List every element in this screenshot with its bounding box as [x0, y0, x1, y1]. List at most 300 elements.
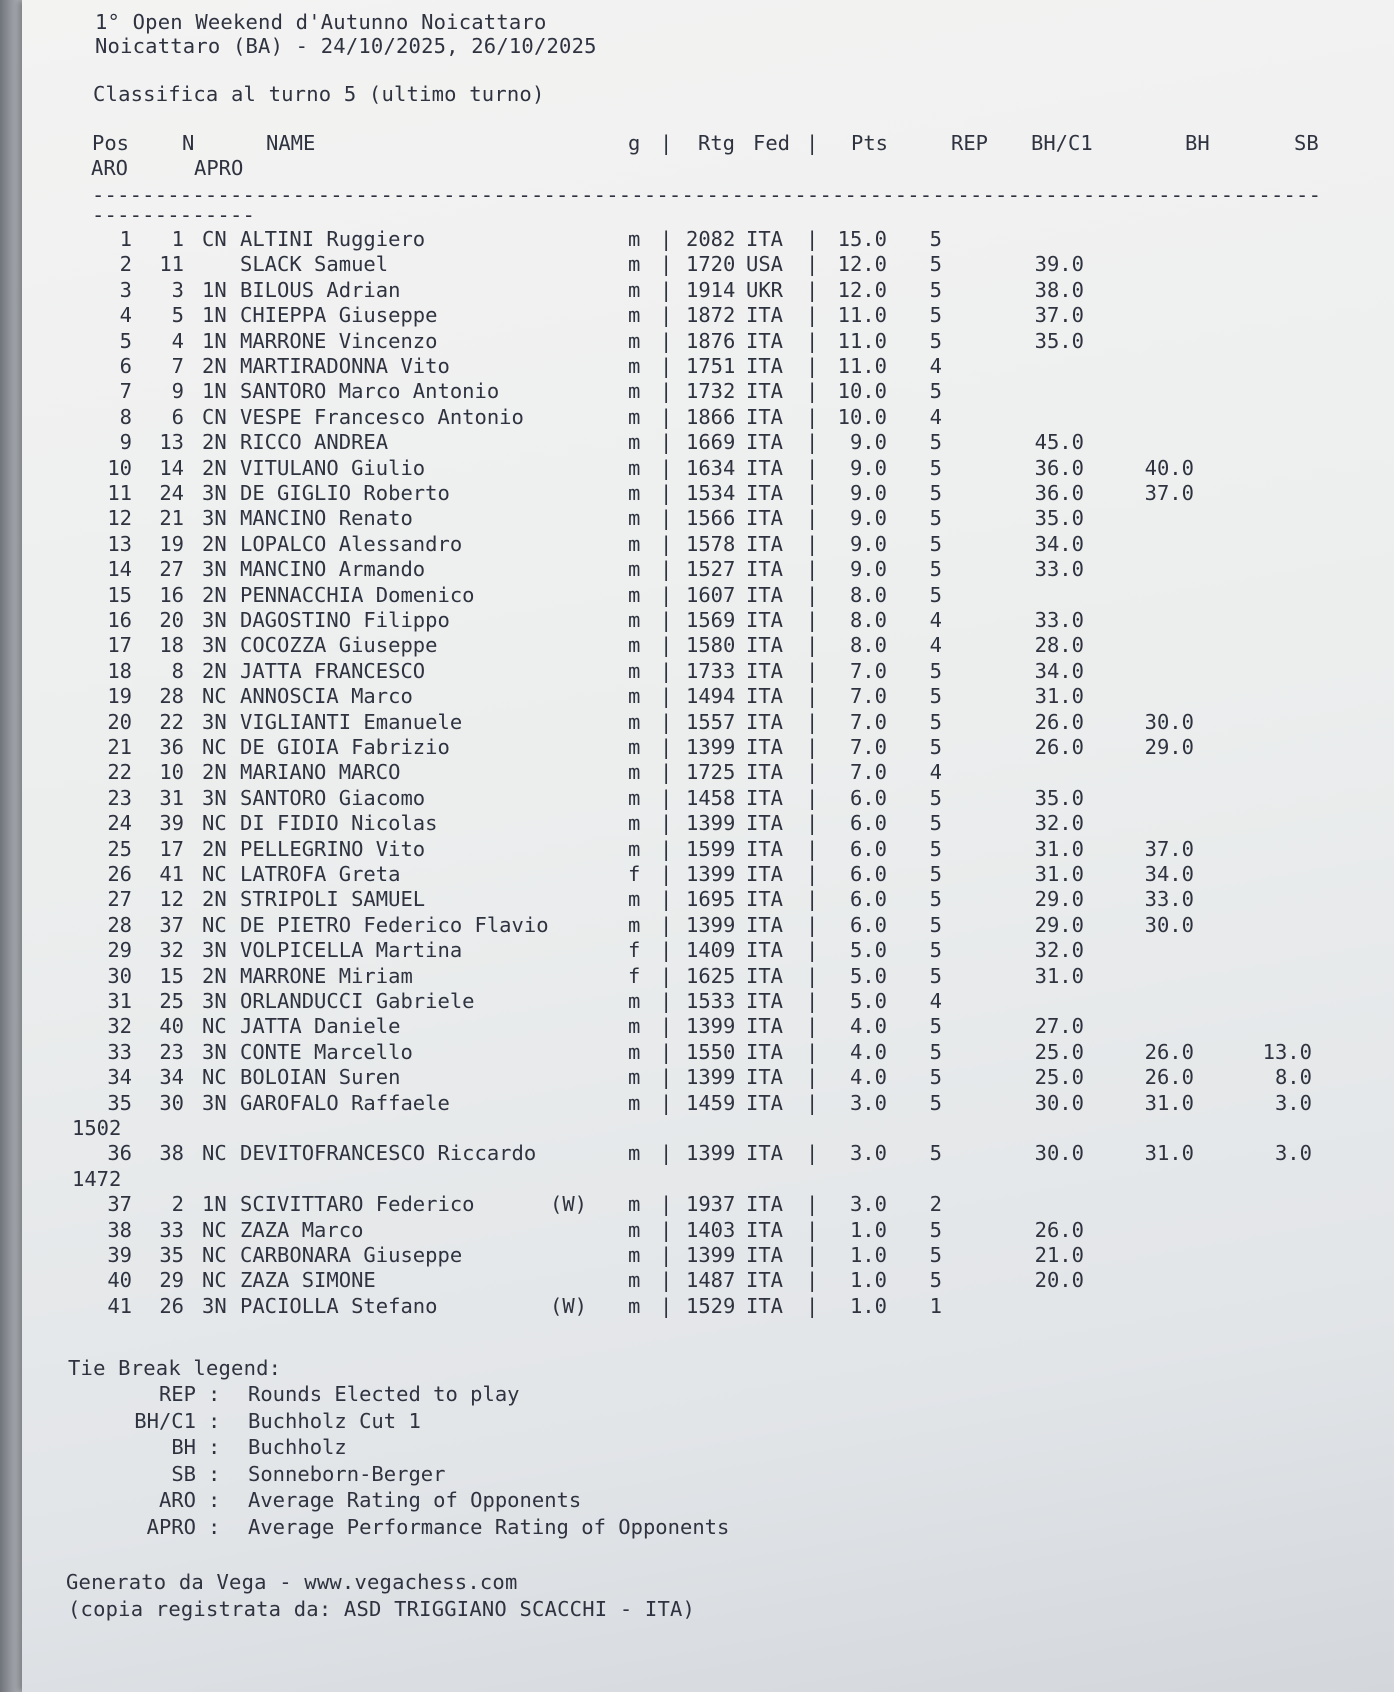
cell-name: CHIEPPA Giuseppe [240, 303, 438, 328]
cell-pos: 5 [119, 328, 132, 353]
table-row [22, 430, 1394, 455]
cell-n: 10 [159, 760, 184, 785]
cell-bar2: | [806, 684, 819, 709]
cell-n: 5 [171, 303, 184, 328]
cell-bar2: | [806, 887, 819, 912]
cell-bar: | [660, 989, 673, 1013]
cell-bar2: | [806, 582, 819, 607]
table-row [22, 456, 1394, 481]
cell-bar: | [660, 1141, 673, 1166]
cell-title: CN [202, 227, 227, 251]
cell-rep: 5 [929, 481, 942, 505]
cell-name: PENNACCHIA Domenico [240, 582, 475, 607]
cell-fed: ITA [746, 1268, 784, 1293]
cell-bar2: | [806, 760, 819, 785]
cell-bar: | [660, 1217, 673, 1242]
cell-g: m [628, 836, 641, 861]
legend-colon: : [208, 1488, 221, 1512]
cell-n: 30 [159, 1090, 184, 1115]
cell-rtg: 1459 [686, 1090, 736, 1115]
cell-fed: ITA [746, 557, 784, 582]
cell-pts: 1.0 [849, 1268, 887, 1293]
table-row [22, 252, 1394, 277]
legend-desc: Buchholz Cut 1 [248, 1408, 421, 1433]
cell-rtg: 1580 [686, 633, 736, 658]
table-row [22, 938, 1394, 963]
cell-name: ANNOSCIA Marco [240, 684, 413, 709]
cell-bhc1: 27.0 [1034, 1014, 1084, 1039]
cell-rep: 5 [929, 862, 942, 886]
cell-title: 2N [202, 354, 227, 378]
cell-bar: | [660, 582, 673, 607]
wrapped-aro-value [22, 1167, 1394, 1192]
cell-fed: ITA [746, 1014, 784, 1039]
cell-bhc1: 29.0 [1034, 912, 1084, 937]
cell-title: 2N [202, 531, 227, 556]
cell-bar2: | [806, 1243, 819, 1267]
cell-fed: ITA [746, 354, 784, 378]
cell-rep: 5 [929, 1243, 942, 1267]
col-pos: Pos [92, 131, 130, 155]
cell-fed: ITA [746, 912, 784, 937]
cell-n: 22 [159, 709, 184, 734]
cell-rep: 5 [929, 1268, 942, 1293]
cell-fed: ITA [746, 1090, 784, 1115]
cell-bhc1: 32.0 [1034, 938, 1084, 963]
cell-bar2: | [806, 836, 819, 861]
cell-g: m [628, 582, 641, 607]
cell-title: 3N [202, 481, 227, 505]
tournament-place-dates: Noicattaro (BA) - 24/10/2025, 26/10/2025 [95, 34, 597, 58]
cell-g: m [628, 785, 641, 810]
cell-rtg: 1872 [686, 303, 736, 328]
cell-name: BOLOIAN Suren [240, 1065, 401, 1090]
cell-rtg: 1527 [686, 557, 736, 582]
cell-pos: 27 [107, 887, 132, 912]
table-row [22, 532, 1394, 557]
cell-bhc1: 21.0 [1034, 1243, 1084, 1267]
cell-name: MARRONE Miriam [240, 963, 413, 988]
cell-pos: 17 [107, 633, 132, 658]
cell-rep: 5 [929, 1039, 942, 1064]
cell-pos: 35 [107, 1090, 132, 1115]
cell-fed: ITA [746, 1293, 784, 1318]
cell-n: 1 [171, 227, 184, 251]
cell-pts: 6.0 [849, 836, 887, 861]
cell-title: NC [202, 862, 227, 886]
cell-name: MARIANO MARCO [240, 760, 401, 785]
cell-bar2: | [806, 1217, 819, 1242]
cell-pos: 26 [107, 862, 132, 886]
cell-title: 2N [202, 582, 227, 607]
table-row [22, 405, 1394, 430]
cell-rep: 5 [929, 887, 942, 912]
cell-g: f [628, 963, 641, 988]
cell-title: 2N [202, 963, 227, 988]
cell-rtg: 1914 [686, 277, 736, 302]
table-row [22, 1192, 1394, 1217]
cell-name: SCIVITTARO Federico [240, 1192, 475, 1217]
cell-bar: | [660, 862, 673, 886]
cell-pts: 1.0 [849, 1217, 887, 1242]
cell-bar2: | [806, 912, 819, 937]
cell-title: 2N [202, 430, 227, 455]
cell-fed: ITA [746, 404, 784, 429]
cell-pos: 18 [107, 658, 132, 683]
cell-bar: | [660, 404, 673, 429]
cell-bar: | [660, 531, 673, 556]
cell-n: 38 [159, 1141, 184, 1166]
cell-g: m [628, 557, 641, 582]
cell-g: f [628, 938, 641, 963]
cell-n: 37 [159, 912, 184, 937]
cell-bar2: | [806, 531, 819, 556]
cell-fed: ITA [746, 836, 784, 861]
cell-rep: 5 [929, 227, 942, 251]
cell-rep: 5 [929, 658, 942, 683]
col-rtg: Rtg [698, 131, 736, 155]
cell-bhc1: 25.0 [1034, 1039, 1084, 1064]
cell-pts: 4.0 [849, 1014, 887, 1039]
cell-name: ZAZA Marco [240, 1217, 364, 1242]
table-row [22, 887, 1394, 912]
legend-key: BH [171, 1435, 196, 1459]
cell-bh: 29.0 [1144, 735, 1194, 759]
table-row [22, 1268, 1394, 1293]
cell-g: m [628, 633, 641, 658]
cell-pts: 4.0 [849, 1065, 887, 1090]
cell-bar2: | [806, 785, 819, 810]
cell-rep: 4 [929, 608, 942, 632]
cell-pos: 6 [119, 354, 132, 378]
cell-fed: ITA [746, 430, 784, 455]
cell-rep: 4 [929, 354, 942, 378]
legend-key: BH/C1 [134, 1408, 196, 1433]
cell-fed: ITA [746, 531, 784, 556]
cell-bhc1: 35.0 [1034, 785, 1084, 810]
cell-rtg: 1399 [686, 862, 736, 886]
cell-pos: 31 [107, 989, 132, 1013]
cell-rtg: 1634 [686, 455, 736, 480]
cell-g: m [628, 912, 641, 937]
cell-name: STRIPOLI SAMUEL [240, 887, 426, 912]
cell-title: 3N [202, 785, 227, 810]
cell-fed: ITA [746, 1065, 784, 1090]
cell-bar: | [660, 252, 673, 277]
cell-rtg: 1720 [686, 252, 736, 277]
cell-g: m [628, 1243, 641, 1267]
cell-title: 1N [202, 1192, 227, 1217]
table-row [22, 1141, 1394, 1166]
cell-pos: 37 [107, 1192, 132, 1217]
cell-n: 15 [159, 963, 184, 988]
cell-pos: 3 [119, 277, 132, 302]
cell-name: CARBONARA Giuseppe [240, 1243, 463, 1267]
cell-title: 2N [202, 760, 227, 785]
cell-bar2: | [806, 658, 819, 683]
cell-n: 18 [159, 633, 184, 658]
cell-g: m [628, 608, 641, 632]
cell-pts: 9.0 [849, 455, 887, 480]
cell-pts: 5.0 [849, 938, 887, 963]
cell-bar2: | [806, 608, 819, 632]
cell-n: 6 [171, 404, 184, 429]
cell-name: ORLANDUCCI Gabriele [240, 989, 475, 1013]
cell-title: NC [202, 1268, 227, 1293]
cell-fed: ITA [746, 709, 784, 734]
cell-pts: 11.0 [837, 303, 887, 328]
cell-bhc1: 25.0 [1034, 1065, 1084, 1090]
cell-n: 17 [159, 836, 184, 861]
cell-pts: 3.0 [849, 1141, 887, 1166]
cell-bar2: | [806, 862, 819, 886]
table-row [22, 227, 1394, 252]
cell-title: NC [202, 1065, 227, 1090]
cell-pts: 3.0 [849, 1090, 887, 1115]
cell-g: m [628, 709, 641, 734]
cell-g: m [628, 887, 641, 912]
cell-title: 2N [202, 836, 227, 861]
cell-bar: | [660, 1065, 673, 1090]
cell-name: RICCO ANDREA [240, 430, 389, 455]
cell-bh: 31.0 [1144, 1090, 1194, 1115]
cell-n: 25 [159, 989, 184, 1013]
cell-sb: 13.0 [1262, 1039, 1312, 1064]
cell-g: m [628, 379, 641, 404]
table-row [22, 354, 1394, 379]
cell-rtg: 1569 [686, 608, 736, 632]
cell-sb: 8.0 [1274, 1065, 1312, 1090]
cell-bhc1: 26.0 [1034, 1217, 1084, 1242]
cell-rtg: 1876 [686, 328, 736, 353]
cell-bar2: | [806, 379, 819, 404]
cell-rtg: 1399 [686, 811, 736, 836]
legend-item [22, 1409, 1394, 1434]
cell-g: m [628, 252, 641, 277]
cell-g: m [628, 404, 641, 429]
table-row [22, 506, 1394, 531]
cell-pos: 12 [107, 506, 132, 531]
cell-fed: ITA [746, 303, 784, 328]
cell-pts: 7.0 [849, 684, 887, 709]
cell-n: 14 [159, 455, 184, 480]
cell-rep: 5 [929, 938, 942, 963]
cell-fed: ITA [746, 1217, 784, 1242]
cell-fed: ITA [746, 862, 784, 886]
cell-rep: 5 [929, 963, 942, 988]
cell-rep: 5 [929, 912, 942, 937]
cell-n: 11 [159, 252, 184, 277]
cell-rep: 4 [929, 760, 942, 785]
col-sep2: | [806, 131, 819, 155]
cell-g: m [628, 989, 641, 1013]
table-row [22, 913, 1394, 938]
cell-bar2: | [806, 430, 819, 455]
cell-title: 1N [202, 277, 227, 302]
cell-bar2: | [806, 354, 819, 378]
cell-w: (W) [550, 1192, 588, 1217]
cell-bar2: | [806, 938, 819, 963]
cell-bhc1: 35.0 [1034, 328, 1084, 353]
table-header-row-1 [22, 131, 1394, 156]
cell-pts: 10.0 [837, 404, 887, 429]
cell-pos: 8 [119, 404, 132, 429]
legend-colon: : [208, 1461, 221, 1486]
cell-pts: 15.0 [837, 227, 887, 251]
table-row [22, 1091, 1394, 1116]
cell-bar2: | [806, 633, 819, 658]
cell-name: COCOZZA Giuseppe [240, 633, 438, 658]
cell-rep: 5 [929, 506, 942, 531]
cell-rtg: 1494 [686, 684, 736, 709]
cell-g: m [628, 1039, 641, 1064]
cell-rtg: 1866 [686, 404, 736, 429]
cell-bar2: | [806, 404, 819, 429]
cell-bhc1: 32.0 [1034, 811, 1084, 836]
cell-n: 16 [159, 582, 184, 607]
cell-name: VITULANO Giulio [240, 455, 426, 480]
cell-pts: 7.0 [849, 658, 887, 683]
table-row [22, 786, 1394, 811]
cell-bar: | [660, 938, 673, 963]
cell-bhc1: 33.0 [1034, 608, 1084, 632]
cell-pos: 13 [107, 531, 132, 556]
cell-pts: 6.0 [849, 785, 887, 810]
cell-n: 26 [159, 1293, 184, 1318]
separator-long: -------------------------------------------------------------------------------------------------- [92, 183, 1322, 207]
cell-rep: 5 [929, 582, 942, 607]
cell-bar2: | [806, 963, 819, 988]
legend-item [22, 1488, 1394, 1513]
cell-bh: 30.0 [1144, 912, 1194, 937]
cell-pts: 4.0 [849, 1039, 887, 1064]
cell-bar: | [660, 277, 673, 302]
cell-pos: 33 [107, 1039, 132, 1064]
cell-bar2: | [806, 1192, 819, 1217]
cell-n: 40 [159, 1014, 184, 1039]
cell-bh: 37.0 [1144, 836, 1194, 861]
cell-g: m [628, 354, 641, 378]
cell-rep: 5 [929, 328, 942, 353]
cell-g: m [628, 658, 641, 683]
cell-title: 1N [202, 328, 227, 353]
cell-pts: 8.0 [849, 582, 887, 607]
cell-title: NC [202, 811, 227, 836]
cell-pos: 2 [119, 252, 132, 277]
table-header-row-2 [22, 156, 1394, 181]
cell-bar: | [660, 1090, 673, 1115]
cell-n: 9 [171, 379, 184, 404]
cell-fed: ITA [746, 608, 784, 632]
cell-title: 1N [202, 303, 227, 328]
cell-g: m [628, 1293, 641, 1318]
cell-fed: ITA [746, 658, 784, 683]
legend-item [22, 1462, 1394, 1487]
cell-fed: ITA [746, 684, 784, 709]
wrapped-aro-value [22, 1116, 1394, 1141]
cell-name: SLACK Samuel [240, 252, 389, 277]
cell-fed: ITA [746, 1243, 784, 1267]
cell-rtg: 1399 [686, 1065, 736, 1090]
cell-bhc1: 35.0 [1034, 506, 1084, 531]
cell-bar2: | [806, 1039, 819, 1064]
cell-bar2: | [806, 227, 819, 251]
cell-n: 3 [171, 277, 184, 302]
cell-n: 12 [159, 887, 184, 912]
cell-bar: | [660, 506, 673, 531]
cell-pos: 36 [107, 1141, 132, 1166]
cell-rep: 5 [929, 1141, 942, 1166]
legend-item [22, 1435, 1394, 1460]
col-bhc1: BH/C1 [1031, 131, 1093, 155]
cell-pos: 24 [107, 811, 132, 836]
cell-g: m [628, 1014, 641, 1039]
table-row [22, 1014, 1394, 1039]
cell-fed: ITA [746, 887, 784, 912]
cell-rtg: 1529 [686, 1293, 736, 1318]
cell-bar: | [660, 912, 673, 937]
cell-pts: 8.0 [849, 608, 887, 632]
cell-rep: 1 [929, 1293, 942, 1318]
cell-rep: 4 [929, 633, 942, 658]
cell-pts: 1.0 [849, 1243, 887, 1267]
cell-rtg: 1399 [686, 1141, 736, 1166]
cell-title: CN [202, 404, 227, 429]
cell-bhc1: 34.0 [1034, 531, 1084, 556]
cell-pts: 12.0 [837, 277, 887, 302]
cell-pts: 11.0 [837, 328, 887, 353]
legend-desc: Sonneborn-Berger [248, 1461, 446, 1486]
cell-pos: 23 [107, 785, 132, 810]
cell-bar: | [660, 887, 673, 912]
cell-bar2: | [806, 455, 819, 480]
cell-bar: | [660, 557, 673, 582]
cell-g: m [628, 277, 641, 302]
wrap-value: 1502 [72, 1116, 122, 1140]
cell-title: 3N [202, 989, 227, 1013]
cell-g: m [628, 735, 641, 759]
cell-bar: | [660, 836, 673, 861]
cell-pos: 19 [107, 684, 132, 709]
cell-pos: 4 [119, 303, 132, 328]
cell-pos: 16 [107, 608, 132, 632]
cell-bar2: | [806, 252, 819, 277]
cell-title: NC [202, 684, 227, 709]
table-row [22, 760, 1394, 785]
cell-rep: 5 [929, 1065, 942, 1090]
legend-desc: Average Rating of Opponents [248, 1488, 582, 1512]
cell-name: MARRONE Vincenzo [240, 328, 438, 353]
cell-pts: 1.0 [849, 1293, 887, 1318]
cell-bhc1: 37.0 [1034, 303, 1084, 328]
legend-key: SB [171, 1461, 196, 1486]
table-row [22, 608, 1394, 633]
cell-rep: 5 [929, 684, 942, 709]
cell-pts: 12.0 [837, 252, 887, 277]
cell-n: 34 [159, 1065, 184, 1090]
cell-name: ZAZA SIMONE [240, 1268, 376, 1293]
legend-item [22, 1382, 1394, 1407]
cell-n: 36 [159, 735, 184, 759]
cell-pos: 41 [107, 1293, 132, 1318]
footer-registered: (copia registrata da: ASD TRIGGIANO SCACCHI - ITA) [68, 1597, 696, 1621]
table-row [22, 811, 1394, 836]
cell-pts: 11.0 [837, 354, 887, 378]
cell-bar2: | [806, 1268, 819, 1293]
cell-bhc1: 30.0 [1034, 1141, 1084, 1166]
cell-pos: 34 [107, 1065, 132, 1090]
cell-rtg: 1937 [686, 1192, 736, 1217]
